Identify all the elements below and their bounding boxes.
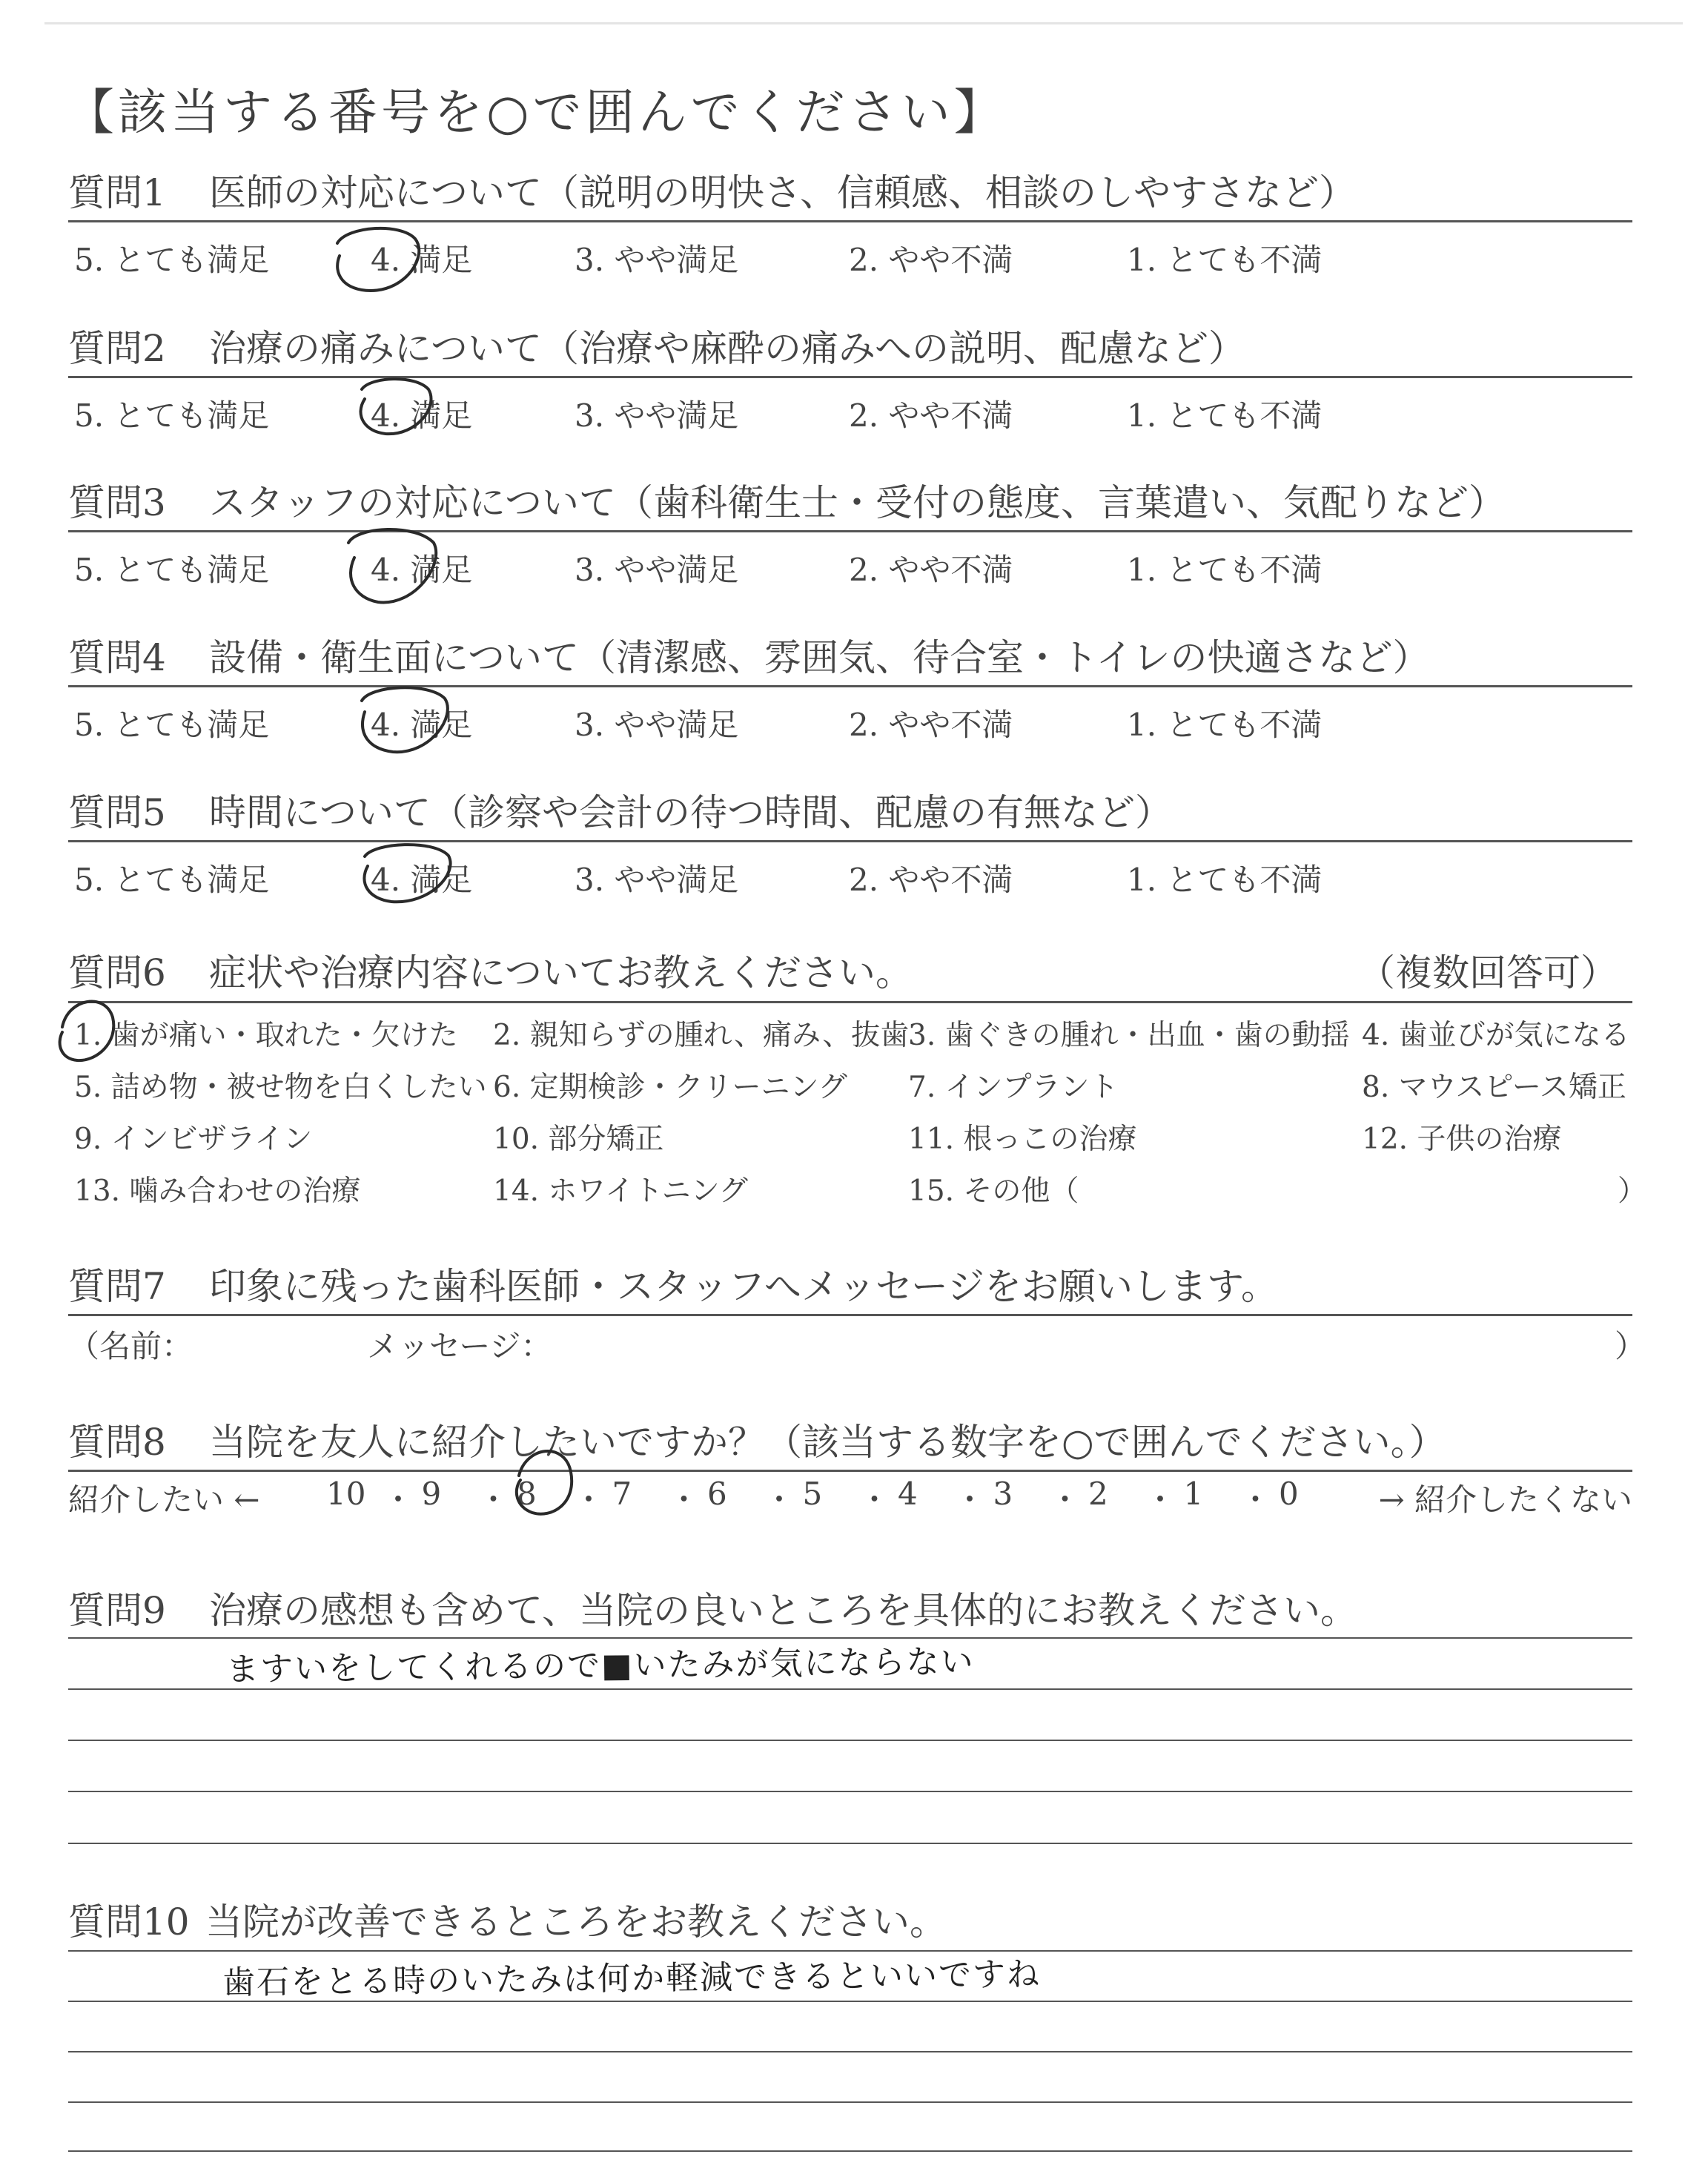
scale-number[interactable]: 9 [421, 1476, 442, 1512]
question-4 [68, 635, 1632, 680]
rating-option[interactable]: 4. 満足 [371, 707, 473, 743]
symptom-option[interactable]: 7. インプラント [908, 1071, 1119, 1104]
rating-option[interactable]: 5. とても満足 [74, 862, 270, 898]
scale-number[interactable]: 6 [707, 1476, 727, 1512]
scale-separator: ・ [477, 1482, 509, 1518]
symptom-option[interactable]: 5. 詰め物・被せ物を白くしたい [74, 1071, 487, 1104]
scale-number[interactable]: 5 [802, 1476, 823, 1512]
close-paren: ） [1618, 1175, 1647, 1208]
question-rule [68, 840, 1632, 842]
symptom-option[interactable]: 14. ホワイトニング [493, 1175, 748, 1208]
rating-option[interactable]: 3. やや満足 [575, 552, 739, 588]
scale-number[interactable]: 0 [1279, 1476, 1299, 1512]
question-number: 質問7 [68, 1265, 166, 1308]
rating-option[interactable]: 4. 満足 [371, 242, 473, 278]
handwritten-answer-10: 歯石をとる時のいたみは何か軽減できるといいですね [222, 1955, 1042, 2002]
question-number: 質問10 [68, 1900, 190, 1943]
question-8 [68, 1420, 1632, 1464]
scale-separator: ・ [764, 1482, 795, 1518]
answer-line [68, 2051, 1632, 2052]
question-text: 設備・衛生面について（清潔感、雰囲気、待合室・トイレの快適さなど） [209, 636, 1430, 679]
scale-number[interactable]: 4 [898, 1476, 918, 1512]
symptom-option[interactable]: 6. 定期検診・クリーニング [493, 1071, 847, 1104]
question-text: 時間について（診察や会計の待つ時間、配慮の有無など） [209, 791, 1172, 834]
question-text: 印象に残った歯科医師・スタッフへメッセージをお願いします。 [209, 1265, 1278, 1308]
answer-line [68, 1843, 1632, 1844]
question-number: 質問3 [68, 481, 166, 524]
rating-option[interactable]: 3. やや満足 [575, 707, 739, 743]
question-number: 質問1 [68, 171, 166, 214]
question-number: 質問5 [68, 791, 166, 834]
scale-number[interactable]: 3 [993, 1476, 1013, 1512]
question-number: 質問8 [68, 1421, 166, 1464]
answer-line [68, 1791, 1632, 1792]
question-text: スタッフの対応について（歯科衛生士・受付の態度、言葉遣い、気配りなど） [209, 481, 1506, 524]
scale-right-label: → 紹介したくない [1378, 1482, 1632, 1518]
question-number: 質問2 [68, 327, 166, 370]
question-text: 当院が改善できるところをお教えください。 [205, 1900, 947, 1943]
rating-option[interactable]: 2. やや不満 [849, 552, 1013, 588]
rating-option[interactable]: 1. とても不満 [1127, 242, 1323, 278]
scale-separator: ・ [1239, 1482, 1271, 1518]
symptom-option[interactable]: 3. 歯ぐきの腫れ・出血・歯の動揺 [908, 1019, 1350, 1052]
question-note: （複数回答可） [1358, 951, 1618, 994]
rating-option[interactable]: 1. とても不満 [1127, 397, 1323, 434]
question-text: 医師の対応について（説明の明快さ、信頼感、相談のしやすさなど） [209, 171, 1356, 214]
scale-number[interactable]: 2 [1088, 1476, 1108, 1512]
question-text: 治療の感想も含めて、当院の良いところを具体的にお教えください。 [209, 1589, 1357, 1632]
scale-separator: ・ [383, 1482, 414, 1518]
question-5 [68, 790, 1632, 835]
question-8-rule [68, 1470, 1632, 1472]
question-rule [68, 376, 1632, 378]
question-rule [68, 685, 1632, 687]
question-number: 質問4 [68, 636, 166, 679]
rating-option[interactable]: 5. とても満足 [74, 397, 270, 434]
rating-option[interactable]: 1. とても不満 [1127, 552, 1323, 588]
rating-option[interactable]: 2. やや不満 [849, 862, 1013, 898]
question-7 [68, 1264, 1632, 1309]
question-1 [68, 171, 1632, 215]
rating-option[interactable]: 2. やや不満 [849, 397, 1013, 434]
answer-line [68, 1688, 1632, 1690]
question-text: 当院を友人に紹介したいですか？（該当する数字を○で囲んでください。） [209, 1421, 1446, 1464]
rating-option[interactable]: 5. とても満足 [74, 552, 270, 588]
question-6 [68, 951, 1632, 995]
question-text: 治療の痛みについて（治療や麻酔の痛みへの説明、配慮など） [209, 327, 1245, 370]
symptom-option[interactable]: 10. 部分矯正 [493, 1123, 664, 1156]
question-number: 質問9 [68, 1589, 166, 1632]
symptom-option[interactable]: 11. 根っこの治療 [908, 1123, 1137, 1156]
rating-option[interactable]: 3. やや満足 [575, 862, 739, 898]
rating-option[interactable]: 5. とても満足 [74, 707, 270, 743]
question-3 [68, 480, 1632, 525]
scale-separator: ・ [954, 1482, 986, 1518]
scan-top-edge [44, 22, 1683, 24]
name-label: （名前： [68, 1328, 193, 1364]
answer-line [68, 2001, 1632, 2002]
rating-option[interactable]: 3. やや満足 [575, 397, 739, 434]
rating-option[interactable]: 5. とても満足 [74, 242, 270, 278]
rating-option[interactable]: 3. やや満足 [575, 242, 739, 278]
scale-number[interactable]: 7 [612, 1476, 632, 1512]
scale-separator: ・ [1145, 1482, 1176, 1518]
symptom-option[interactable]: 2. 親知らずの腫れ、痛み、抜歯 [493, 1019, 910, 1052]
recommend-scale [68, 1476, 1632, 1520]
symptom-option[interactable]: 13. 噛み合わせの治療 [74, 1175, 361, 1208]
answer-line [68, 2150, 1632, 2152]
scale-separator: ・ [858, 1482, 890, 1518]
scale-number[interactable]: 1 [1183, 1476, 1204, 1512]
symptom-option[interactable]: 15. その他（ [908, 1175, 1079, 1208]
symptom-option[interactable]: 12. 子供の治療 [1362, 1123, 1562, 1156]
answer-line [68, 2101, 1632, 2103]
scale-separator: ・ [668, 1482, 700, 1518]
rating-option[interactable]: 4. 満足 [371, 552, 473, 588]
question-6-rule [68, 1001, 1632, 1003]
question-rule [68, 530, 1632, 532]
symptom-option[interactable]: 8. マウスピース矯正 [1362, 1071, 1626, 1104]
question-9 [68, 1588, 1632, 1633]
symptom-option[interactable]: 9. インビザライン [74, 1123, 313, 1156]
answer-line [68, 1740, 1632, 1741]
close-paren: ） [1615, 1328, 1646, 1364]
rating-option[interactable]: 4. 満足 [371, 397, 473, 434]
scale-number[interactable]: 8 [517, 1476, 537, 1512]
rating-option[interactable]: 4. 満足 [371, 862, 473, 898]
scale-separator: ・ [573, 1482, 605, 1518]
message-label: メッセージ： [367, 1328, 552, 1364]
question-text: 症状や治療内容についてお教えください。 [209, 951, 913, 994]
question-number: 質問6 [68, 951, 166, 994]
rating-option[interactable]: 1. とても不満 [1127, 707, 1323, 743]
symptom-option[interactable]: 4. 歯並びが気になる [1362, 1019, 1630, 1052]
rating-option[interactable]: 1. とても不満 [1127, 862, 1323, 898]
scale-number[interactable]: 10 [326, 1476, 366, 1512]
question-2 [68, 326, 1632, 371]
symptom-option[interactable]: 1. 歯が痛い・取れた・欠けた [74, 1019, 458, 1052]
instruction-heading: 【該当する番号を○で囲んでください】 [65, 84, 1007, 141]
rating-option[interactable]: 2. やや不満 [849, 242, 1013, 278]
question-7-rule [68, 1314, 1632, 1316]
scale-left-label: 紹介したい ← [68, 1482, 260, 1518]
rating-option[interactable]: 2. やや不満 [849, 707, 1013, 743]
scale-separator: ・ [1049, 1482, 1081, 1518]
question-10 [68, 1900, 1632, 1944]
handwritten-answer-9: ますいをしてくれるので■いたみが気にならない [225, 1642, 975, 1689]
question-rule [68, 220, 1632, 222]
